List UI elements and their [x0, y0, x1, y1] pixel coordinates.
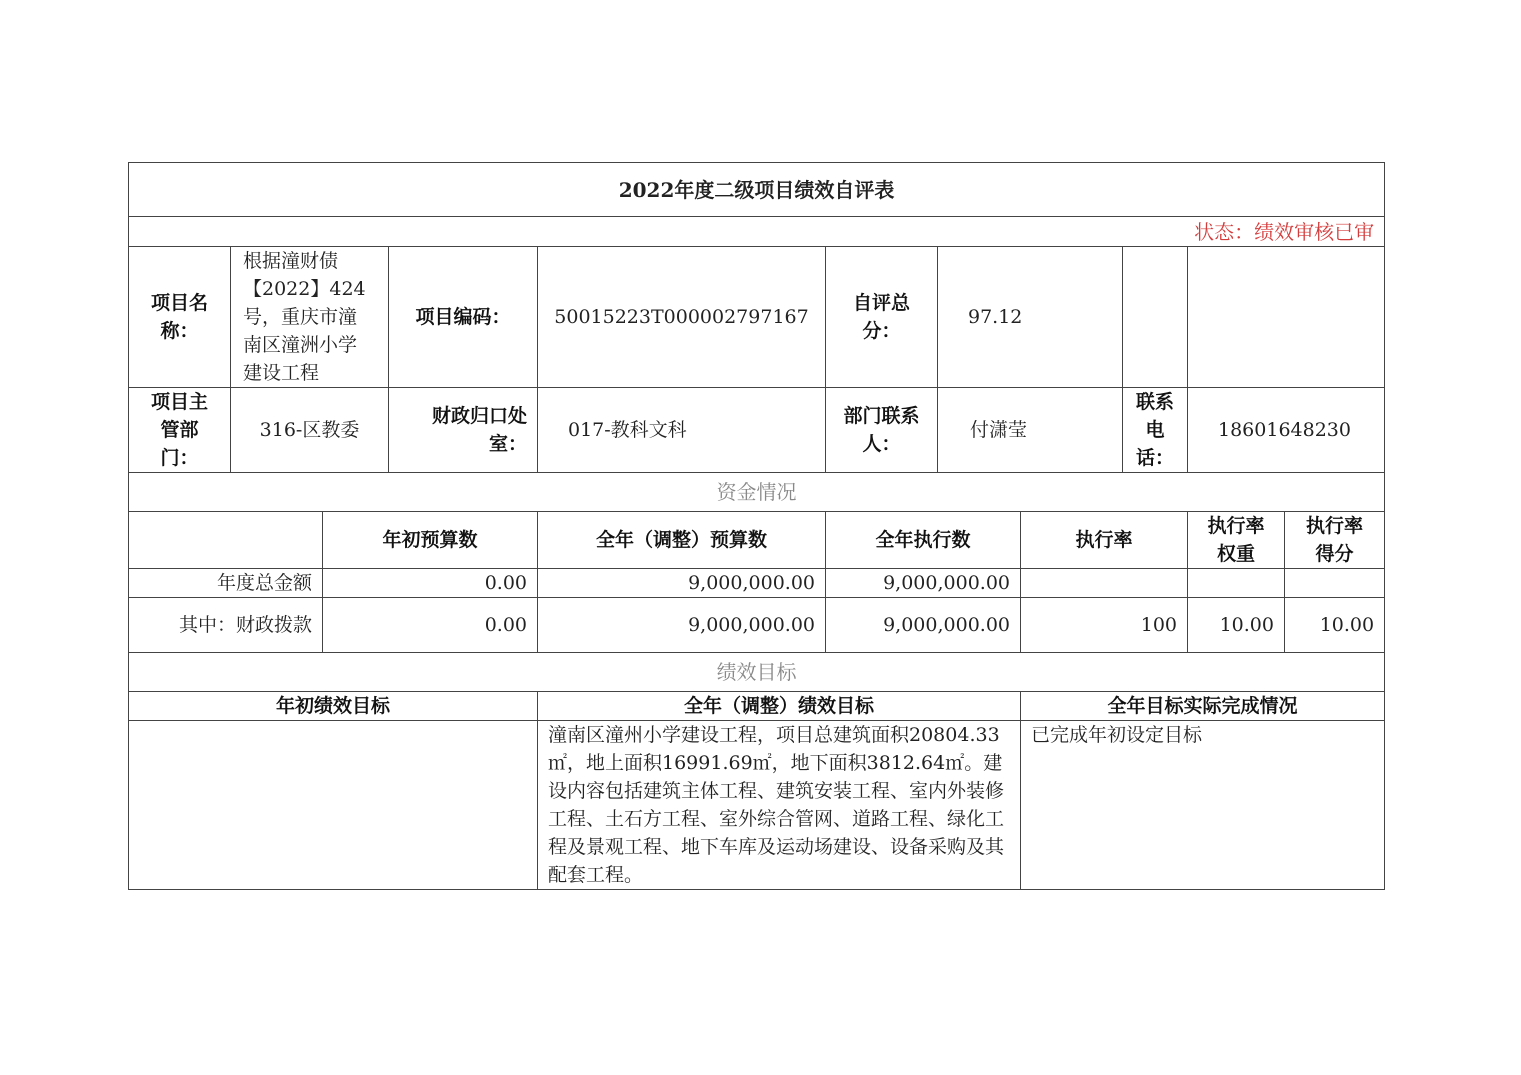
funds-header-rate: 执行率 — [1021, 512, 1188, 569]
perf-initial-goal — [129, 721, 538, 890]
funds-row-label: 其中：财政拨款 — [129, 598, 323, 653]
table-row — [129, 598, 1385, 653]
project-code-label: 项目编码： — [389, 247, 538, 388]
phone-value: 18601648230 — [1188, 388, 1385, 473]
funds-row-weight: 10.00 — [1188, 598, 1285, 653]
score-value: 97.12 — [938, 247, 1123, 388]
funds-header-adjusted: 全年（调整）预算数 — [538, 512, 826, 569]
project-code-value: 50015223T000002797167 — [538, 247, 826, 388]
funds-row-label: 年度总金额 — [129, 569, 323, 598]
funds-row-rate: 100 — [1021, 598, 1188, 653]
empty-cell — [1188, 247, 1385, 388]
funds-header-initial: 年初预算数 — [323, 512, 538, 569]
form-title: 2022年度二级项目绩效自评表 — [129, 163, 1385, 217]
perf-header-initial: 年初绩效目标 — [129, 692, 538, 721]
performance-self-evaluation-form — [128, 162, 1384, 890]
funds-row-executed: 9,000,000.00 — [826, 598, 1021, 653]
contact-label: 部门联系人： — [826, 388, 938, 473]
empty-cell — [1123, 247, 1188, 388]
project-name-value: 根据潼财债【2022】424号，重庆市潼南区潼洲小学建设工程 — [231, 247, 389, 388]
funds-row-initial: 0.00 — [323, 569, 538, 598]
funds-row-adjusted: 9,000,000.00 — [538, 598, 826, 653]
contact-value: 付潇莹 — [938, 388, 1123, 473]
performance-section-title: 绩效目标 — [129, 653, 1385, 692]
evaluation-table — [128, 162, 1385, 890]
funds-header-blank — [129, 512, 323, 569]
perf-actual: 已完成年初设定目标 — [1021, 721, 1385, 890]
funds-row-initial: 0.00 — [323, 598, 538, 653]
score-label: 自评总分： — [826, 247, 938, 388]
phone-label: 联系电话： — [1123, 388, 1188, 473]
funds-section-title: 资金情况 — [129, 473, 1385, 512]
funds-header-score: 执行率得分 — [1285, 512, 1385, 569]
dept-value: 316-区教委 — [231, 388, 389, 473]
funds-row-adjusted: 9,000,000.00 — [538, 569, 826, 598]
finance-office-value: 017-教科文科 — [538, 388, 826, 473]
perf-adjusted-goal: 潼南区潼州小学建设工程，项目总建筑面积20804.33㎡，地上面积16991.69㎡，地下面积3812.64㎡。建设内容包括建筑主体工程、建筑安装工程、室内外装修工程、土石方工程、室外综合管网、道路工程、绿化工程及景观工程、地下车库及运动场建设、设备采购及其配套工程。 — [538, 721, 1021, 890]
project-name-label: 项目名称： — [129, 247, 231, 388]
dept-label: 项目主管部门： — [129, 388, 231, 473]
perf-header-adjusted: 全年（调整）绩效目标 — [538, 692, 1021, 721]
table-row — [129, 569, 1385, 598]
perf-header-actual: 全年目标实际完成情况 — [1021, 692, 1385, 721]
funds-row-executed: 9,000,000.00 — [826, 569, 1021, 598]
status-badge: 状态：绩效审核已审 — [129, 217, 1385, 247]
funds-header-weight: 执行率权重 — [1188, 512, 1285, 569]
funds-row-rate — [1021, 569, 1188, 598]
finance-office-label: 财政归口处室： — [389, 388, 538, 473]
funds-row-weight — [1188, 569, 1285, 598]
funds-row-score: 10.00 — [1285, 598, 1385, 653]
funds-header-executed: 全年执行数 — [826, 512, 1021, 569]
funds-row-score — [1285, 569, 1385, 598]
